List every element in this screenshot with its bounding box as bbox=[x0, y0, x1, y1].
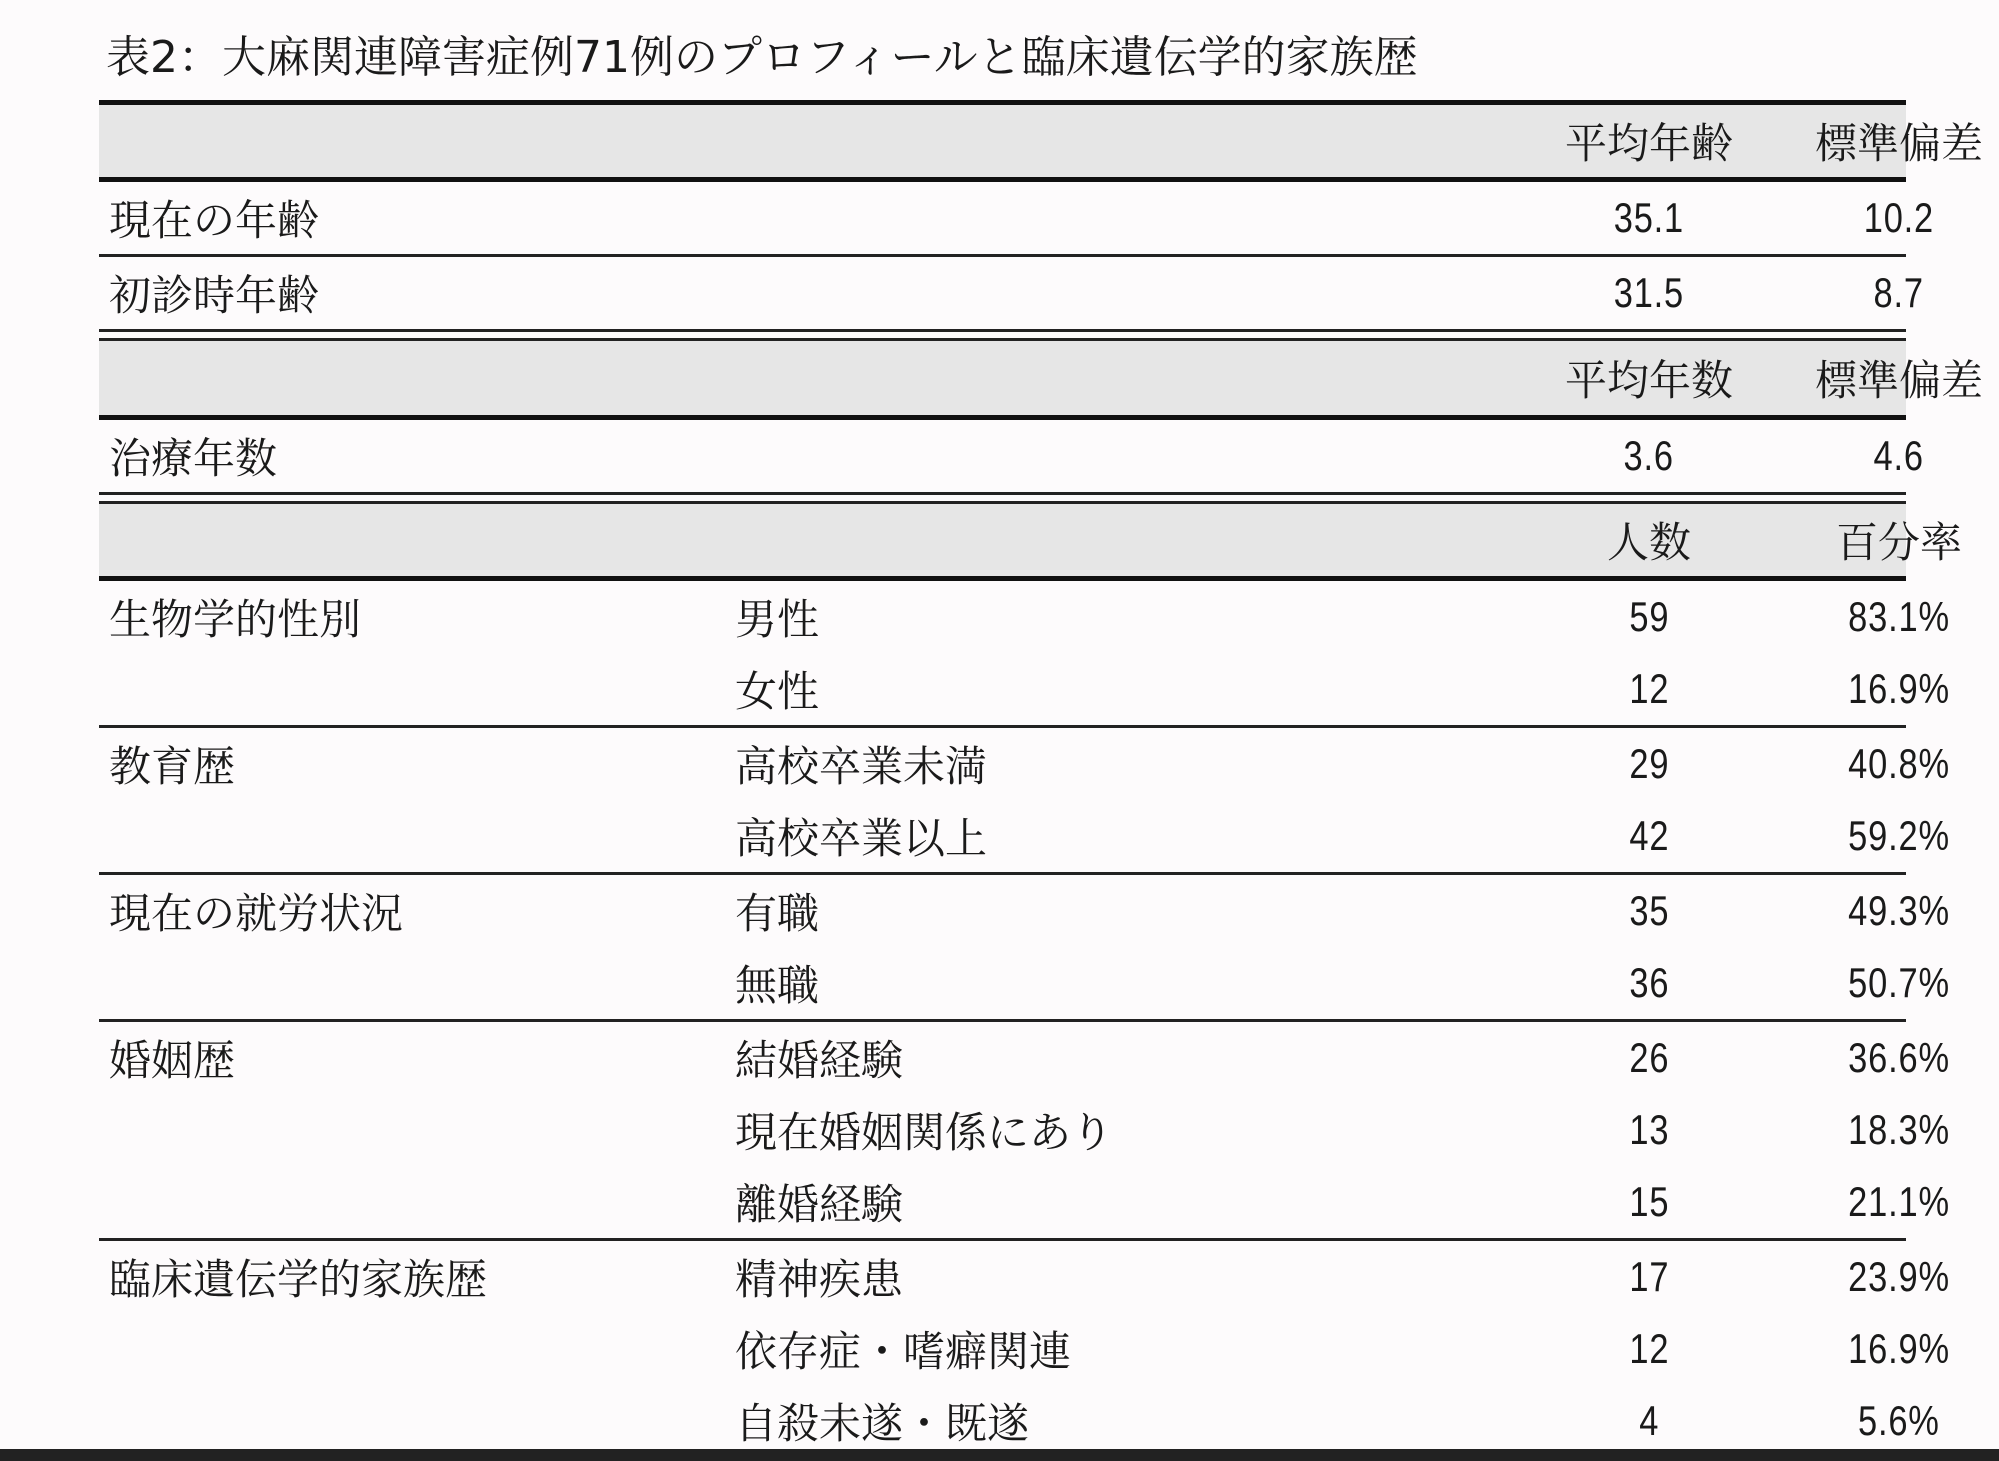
header-percent: 百分率 bbox=[1835, 518, 1962, 567]
header-sd-years: 標準偏差 bbox=[1814, 356, 1983, 405]
row-count: 29 bbox=[1629, 740, 1669, 787]
row-percent: 83.1% bbox=[1848, 593, 1950, 640]
row-sublabel: 精神疾患 bbox=[735, 1255, 904, 1304]
row-sublabel: 男性 bbox=[735, 595, 820, 644]
header-row-profile bbox=[99, 504, 1962, 576]
table-row bbox=[99, 1166, 1950, 1238]
row-sublabel: 有職 bbox=[735, 889, 820, 938]
table-row bbox=[99, 182, 1935, 254]
table-row bbox=[99, 947, 1950, 1019]
table-row bbox=[99, 1094, 1950, 1166]
row-sd: 8.7 bbox=[1873, 269, 1925, 316]
row-percent: 49.3% bbox=[1848, 887, 1950, 934]
row-percent: 23.9% bbox=[1848, 1253, 1950, 1300]
table-row bbox=[99, 1022, 1950, 1094]
header-sd-age: 標準偏差 bbox=[1814, 119, 1983, 168]
row-percent: 40.8% bbox=[1848, 740, 1950, 787]
row-sublabel: 女性 bbox=[735, 667, 820, 716]
row-sublabel: 自殺未遂・既遂 bbox=[735, 1399, 1030, 1448]
table-row bbox=[99, 728, 1950, 800]
row-mean: 35.1 bbox=[1613, 194, 1685, 241]
row-count: 12 bbox=[1629, 665, 1669, 712]
row-count: 17 bbox=[1629, 1253, 1669, 1300]
group-label: 臨床遺伝学的家族歴 bbox=[109, 1255, 488, 1304]
row-percent: 16.9% bbox=[1848, 665, 1950, 712]
table-row bbox=[99, 875, 1950, 947]
row-sublabel: 高校卒業未満 bbox=[735, 742, 988, 791]
table-row bbox=[99, 1241, 1950, 1313]
row-percent: 36.6% bbox=[1848, 1034, 1950, 1081]
section-double-rule bbox=[99, 492, 1906, 504]
row-sublabel: 現在婚姻関係にあり bbox=[735, 1108, 1114, 1157]
page-bottom-edge bbox=[0, 1449, 1999, 1461]
row-count: 26 bbox=[1629, 1034, 1669, 1081]
row-label: 治療年数 bbox=[109, 434, 278, 483]
row-mean: 31.5 bbox=[1613, 269, 1685, 316]
row-label: 初診時年齢 bbox=[109, 271, 320, 320]
section-double-rule bbox=[99, 329, 1906, 341]
row-sd: 4.6 bbox=[1873, 432, 1925, 479]
table-row bbox=[99, 1313, 1950, 1385]
row-mean: 3.6 bbox=[1623, 432, 1675, 479]
table-row bbox=[99, 581, 1950, 653]
row-count: 59 bbox=[1629, 593, 1669, 640]
row-percent: 21.1% bbox=[1848, 1178, 1950, 1225]
row-count: 12 bbox=[1629, 1325, 1669, 1372]
group-label: 婚姻歴 bbox=[109, 1036, 236, 1085]
row-sublabel: 離婚経験 bbox=[735, 1180, 904, 1229]
profile-table bbox=[99, 100, 1983, 1460]
row-label: 現在の年齢 bbox=[109, 196, 320, 245]
header-row-treatment bbox=[99, 341, 1983, 415]
row-sd: 10.2 bbox=[1863, 194, 1935, 241]
table-row bbox=[99, 420, 1925, 492]
row-count: 35 bbox=[1629, 887, 1669, 934]
header-count: 人数 bbox=[1606, 518, 1691, 567]
header-mean-years: 平均年数 bbox=[1564, 356, 1733, 405]
row-sublabel: 無職 bbox=[735, 961, 820, 1010]
table-row bbox=[99, 800, 1950, 872]
table-row bbox=[99, 257, 1925, 329]
row-sublabel: 結婚経験 bbox=[735, 1036, 904, 1085]
header-mean-age: 平均年齢 bbox=[1564, 119, 1733, 168]
row-percent: 18.3% bbox=[1848, 1106, 1950, 1153]
row-percent: 16.9% bbox=[1848, 1325, 1950, 1372]
row-count: 36 bbox=[1629, 959, 1669, 1006]
group-label: 現在の就労状況 bbox=[109, 889, 404, 938]
table-row bbox=[99, 653, 1950, 725]
group-label: 教育歴 bbox=[109, 742, 236, 791]
row-sublabel: 高校卒業以上 bbox=[735, 814, 988, 863]
row-percent: 59.2% bbox=[1848, 812, 1950, 859]
row-count: 42 bbox=[1629, 812, 1669, 859]
group-label: 生物学的性別 bbox=[109, 595, 362, 644]
row-count: 4 bbox=[1639, 1397, 1659, 1444]
table-row bbox=[99, 1385, 1940, 1457]
row-percent: 5.6% bbox=[1858, 1397, 1940, 1444]
row-percent: 50.7% bbox=[1848, 959, 1950, 1006]
row-count: 13 bbox=[1629, 1106, 1669, 1153]
row-count: 15 bbox=[1629, 1178, 1669, 1225]
row-sublabel: 依存症・嗜癖関連 bbox=[735, 1327, 1072, 1376]
table-title: 表2：大麻関連障害症例71例のプロフィールと臨床遺伝学的家族歴 bbox=[106, 32, 1418, 83]
header-row-age bbox=[99, 105, 1983, 177]
